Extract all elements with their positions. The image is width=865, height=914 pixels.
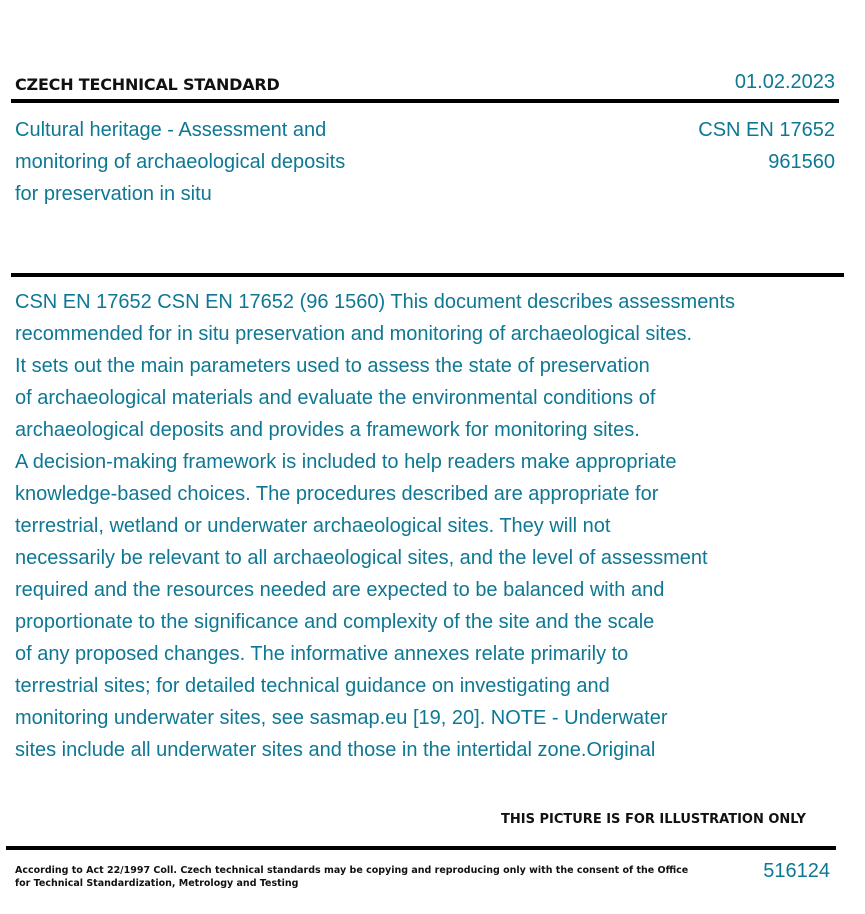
description-line: required and the resources needed are expected to be balanced with and [15,579,665,601]
standard-header-title: CZECH TECHNICAL STANDARD [15,75,280,94]
description-line: of archaeological materials and evaluate the environmental conditions of [15,387,656,409]
copyright-line: for Technical Standardization, Metrology and Testing [15,878,299,889]
description-line: sites include all underwater sites and those in the intertidal zone.Original [15,739,656,761]
publication-date: 01.02.2023 [734,71,835,93]
standard-title-line: monitoring of archaeological deposits [15,151,346,173]
description-line: terrestrial sites; for detailed technical guidance on investigating and [15,675,610,697]
description-line: archaeological deposits and provides a framework for monitoring sites. [15,419,640,441]
footer-divider [6,846,836,850]
standard-title-line: Cultural heritage - Assessment and [15,119,327,141]
description-line: proportionate to the significance and complexity of the site and the scale [15,611,655,633]
standard-identifiers [698,114,835,178]
description-line: terrestrial, wetland or underwater archaeological sites. They will not [15,515,611,537]
copyright-line: According to Act 22/1997 Coll. Czech technical standards may be copying and reproducing only with the consent of the Office [15,865,689,876]
description-line: necessarily be relevant to all archaeological sites, and the level of assessment [15,547,708,569]
description-line: monitoring underwater sites, see sasmap.eu [19, 20]. NOTE - Underwater [15,707,668,729]
description-line: recommended for in situ preservation and monitoring of archaeological sites. [15,323,693,345]
copyright-notice [15,864,689,890]
standard-code: CSN EN 17652 [698,119,835,141]
standard-title-line: for preservation in situ [15,183,212,205]
description-line: A decision-making framework is included to help readers make appropriate [15,451,677,473]
title-divider [11,273,844,277]
header-divider [11,99,839,103]
description-line: of any proposed changes. The informative annexes relate primarily to [15,643,629,665]
illustration-disclaimer: THIS PICTURE IS FOR ILLUSTRATION ONLY [501,812,806,827]
classification-number: 961560 [768,151,835,173]
catalog-number: 516124 [763,860,830,882]
description-line: CSN EN 17652 CSN EN 17652 (96 1560) This document describes assessments [15,291,735,313]
standard-title [15,114,435,210]
standard-description [15,286,835,766]
description-line: It sets out the main parameters used to assess the state of preservation [15,355,650,377]
description-line: knowledge-based choices. The procedures described are appropriate for [15,483,659,505]
